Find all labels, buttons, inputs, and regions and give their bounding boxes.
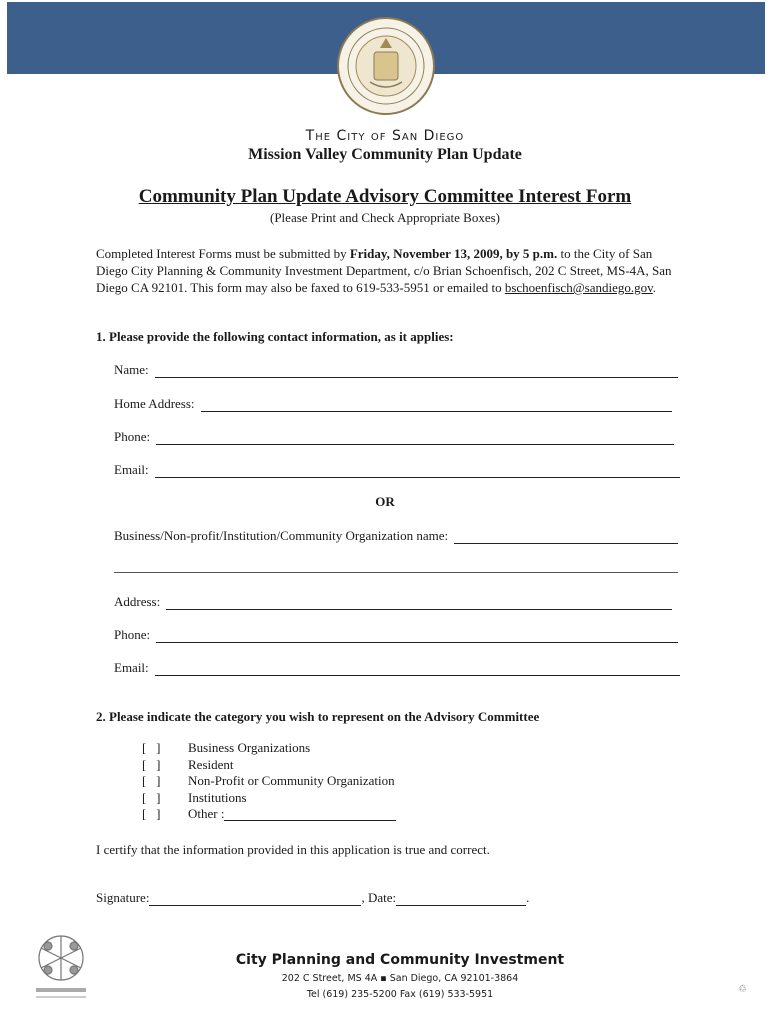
date-label: , Date: — [361, 890, 397, 905]
email-field[interactable] — [114, 460, 680, 478]
email-label: Email: — [114, 462, 149, 477]
city-seal-logo — [336, 16, 436, 116]
certification-statement: I certify that the information provided in this application is true and correct. — [96, 842, 490, 857]
home-address-input-line[interactable] — [201, 397, 672, 412]
organization-name-continuation-line[interactable] — [114, 572, 678, 573]
category-option[interactable] — [142, 806, 396, 823]
phone-input-line[interactable] — [156, 430, 674, 445]
email-input-line[interactable] — [155, 463, 680, 478]
org-address-label: Address: — [114, 594, 161, 609]
home-address-label: Home Address: — [114, 396, 195, 411]
org-phone-label: Phone: — [114, 627, 151, 642]
date-input-line[interactable] — [396, 891, 526, 906]
phone-field[interactable] — [114, 427, 674, 445]
checkbox[interactable]: [ ] — [142, 789, 161, 805]
checkbox[interactable]: [ ] — [142, 740, 161, 756]
checkbox[interactable]: [ ] — [142, 756, 161, 772]
intro-deadline: Friday, November 13, 2009, by 5 p.m. — [349, 246, 558, 261]
org-address-input-line[interactable] — [166, 595, 672, 610]
category-option[interactable] — [142, 773, 396, 790]
checkbox[interactable]: [ ] — [142, 806, 161, 822]
org-address-field[interactable] — [114, 592, 672, 610]
category-option[interactable] — [142, 757, 396, 774]
phone-label: Phone: — [114, 429, 151, 444]
signature-label: Signature: — [96, 890, 150, 905]
other-input-line[interactable] — [224, 808, 396, 821]
form-instructions: (Please Print and Check Appropriate Boxes) — [270, 210, 500, 225]
intro-text-end: . — [652, 280, 657, 295]
section-1-heading: 1. Please provide the following contact information, as it applies: — [96, 329, 454, 344]
category-label: Other : — [188, 806, 225, 822]
section-2-heading: 2. Please indicate the category you wish to represent on the Advisory Committee — [96, 709, 540, 724]
org-email-field[interactable] — [114, 658, 680, 676]
department-address: 202 C Street, MS 4A ▪ San Diego, CA 92101-3864 — [281, 973, 519, 984]
city-name: The City of San Diego — [305, 128, 465, 144]
category-label: Institutions — [188, 789, 247, 805]
home-address-field[interactable] — [114, 394, 672, 412]
category-label: Non-Profit or Community Organization — [188, 773, 395, 789]
or-separator: OR — [375, 494, 395, 509]
checkbox[interactable]: [ ] — [142, 773, 161, 789]
form-title: Community Plan Update Advisory Committee Interest Form — [138, 186, 632, 207]
document-subtitle: Mission Valley Community Plan Update — [248, 146, 522, 163]
org-email-label: Email: — [114, 660, 149, 675]
intro-email-link[interactable]: bschoenfisch@sandiego.gov — [504, 280, 653, 295]
name-label: Name: — [114, 362, 149, 377]
department-phone-fax: Tel (619) 235-5200 Fax (619) 533-5951 — [306, 989, 494, 1000]
org-phone-input-line[interactable] — [156, 628, 678, 643]
intro-text-1: Completed Interest Forms must be submitted by — [96, 246, 350, 261]
category-option[interactable] — [142, 790, 396, 807]
name-field[interactable] — [114, 360, 678, 378]
category-label: Business Organizations — [188, 740, 311, 756]
organization-name-input-line[interactable] — [454, 529, 678, 544]
signature-input-line[interactable] — [149, 891, 361, 906]
organization-name-field[interactable] — [114, 526, 678, 544]
organization-name-label: Business/Non-profit/Institution/Community Organization name: — [114, 528, 449, 543]
signature-row — [96, 890, 529, 906]
recycle-icon: ♲ — [738, 984, 747, 995]
name-input-line[interactable] — [155, 363, 678, 378]
intro-text-2: to the City of San Diego City Planning & Community Investment Department, c/o Brian Schoenfisch, 202 C Street, MS-4A, San Diego CA 92101. This form may also be faxed to 619-533-5951 or emailed to — [96, 246, 672, 295]
category-option[interactable] — [142, 740, 396, 757]
org-phone-field[interactable] — [114, 625, 678, 643]
date-end-mark: . — [526, 890, 530, 905]
category-label: Resident — [188, 756, 234, 772]
org-email-input-line[interactable] — [155, 661, 680, 676]
department-name: City Planning and Community Investment — [235, 952, 565, 968]
category-checklist — [142, 740, 396, 823]
intro-paragraph — [96, 245, 676, 296]
diversity-logo — [26, 928, 96, 1018]
